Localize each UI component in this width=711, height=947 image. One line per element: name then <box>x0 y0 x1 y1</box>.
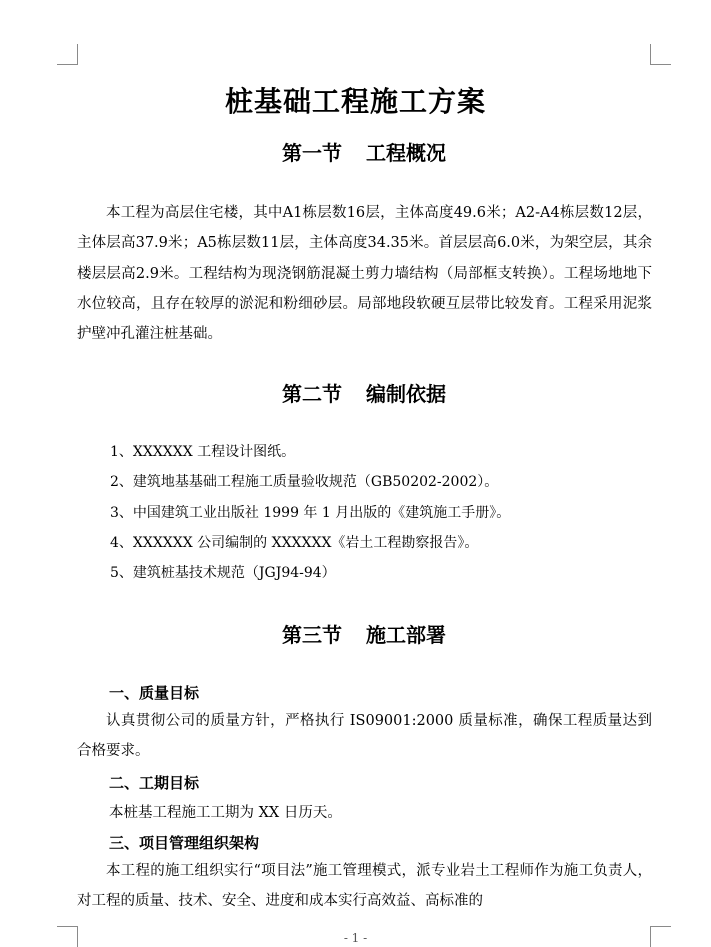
section-3-number: 第三节 <box>282 623 342 647</box>
basis-item-5: 5、建筑桩基技术规范（JGJ94-94） <box>110 565 336 581</box>
org-heading: 三、项目管理组织架构 <box>109 834 260 852</box>
quality-heading: 一、质量目标 <box>109 684 200 702</box>
section-3-name: 施工部署 <box>366 623 446 647</box>
basis-item-2: 2、建筑地基基础工程施工质量验收规范（GB50202-2002）。 <box>110 474 499 490</box>
crop-mark-top-right <box>650 44 671 65</box>
basis-item-3: 3、中国建筑工业出版社 1999 年 1 月出版的《建筑施工手册》。 <box>110 505 511 521</box>
document-title: 桩基础工程施工方案 <box>224 85 486 118</box>
section-2-heading <box>0 378 711 407</box>
section-2-number: 第二节 <box>282 382 342 406</box>
org-paragraph: 本工程的施工组织实行“项目法”施工管理模式，派专业岩土工程师作为施工负责人，对工程的质量、技术、安全、进度和成本实行高效益、高标准的 <box>77 863 652 910</box>
overview-paragraph: 本工程为高层住宅楼，其中A1栋层数16层，主体高度49.6米；A2-A4栋层数12层，主体层高37.9米；A5栋层数11层，主体高度34.35米。首层层高6.0米，为架空层，其余楼层层高2.9米。工程结构为现浇钢筋混凝土剪力墙结构（局部框支转换）。工程场地地下水位较高，且存在较厚的淤泥和粉细砂层。局部地段软硬互层带比较发育。工程采用泥浆护壁冲孔灌注桩基础。 <box>77 205 652 343</box>
page-number: - 1 - <box>343 931 368 945</box>
quality-paragraph: 认真贯彻公司的质量方针，严格执行 IS09001:2000 质量标准，确保工程质量达到合格要求。 <box>77 713 652 760</box>
section-3-heading <box>0 619 711 648</box>
basis-item-4: 4、XXXXXX 公司编制的 XXXXXX《岩土工程勘察报告》。 <box>110 535 479 551</box>
basis-item-1: 1、XXXXXX 工程设计图纸。 <box>110 444 296 460</box>
section-2-name: 编制依据 <box>366 382 446 406</box>
section-1-name: 工程概况 <box>366 141 446 165</box>
section-1-number: 第一节 <box>282 141 342 165</box>
section-1-heading <box>0 137 711 166</box>
schedule-text: 本桩基工程施工工期为 XX 日历天。 <box>109 805 342 821</box>
schedule-heading: 二、工期目标 <box>109 774 200 792</box>
crop-mark-top-left <box>57 44 78 65</box>
